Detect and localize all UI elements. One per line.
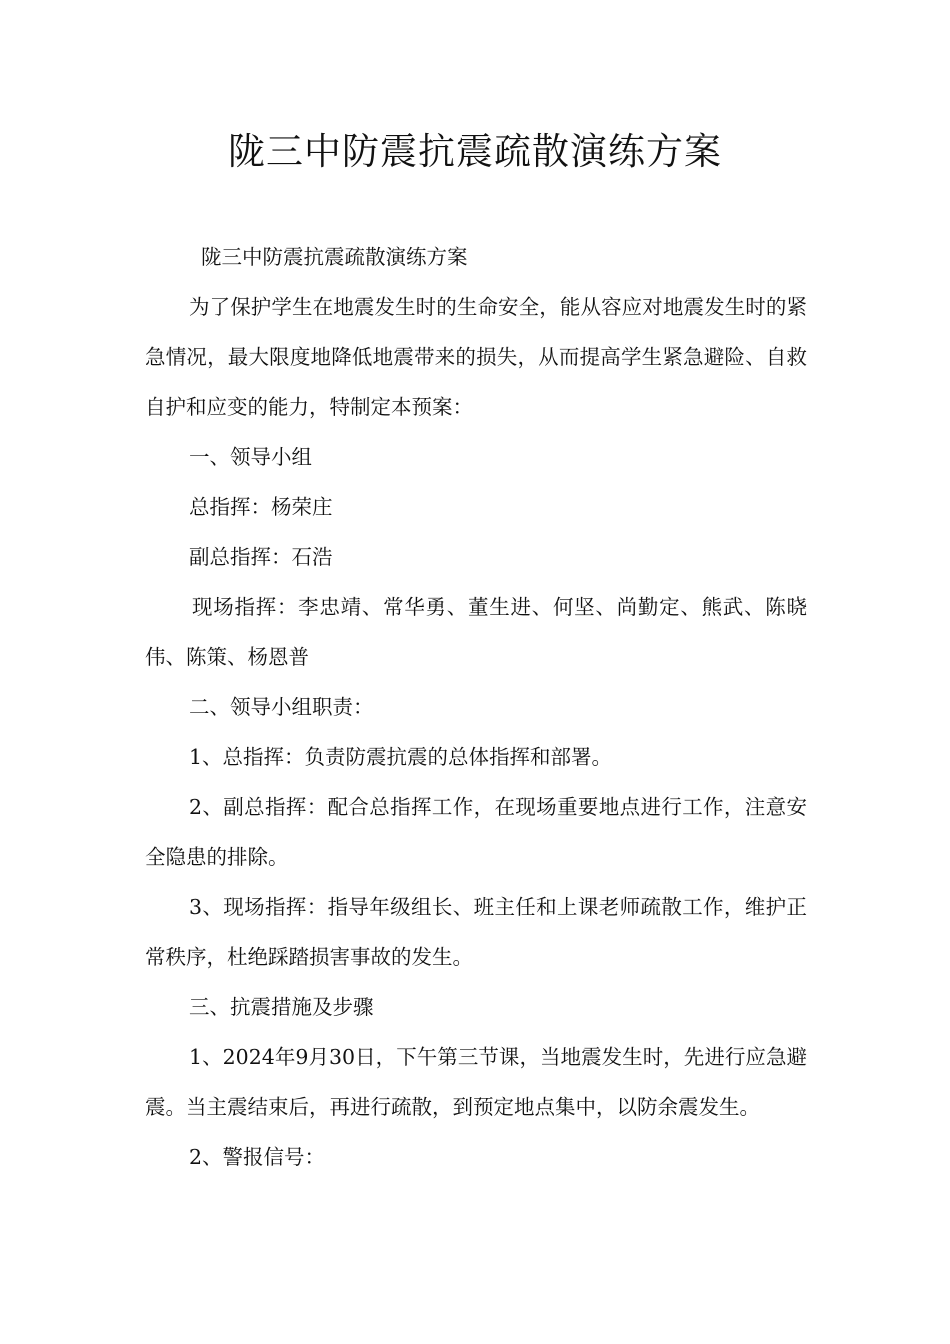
intro-paragraph: 为了保护学生在地震发生时的生命安全，能从容应对地震发生时的紧急情况，最大限度地降低地震带来的损失，从而提高学生紧急避险、自救自护和应变的能力，特制定本预案： (145, 295, 807, 419)
measure-item-1: 1、2024年9月30日，下午第三节课，当地震发生时，先进行应急避震。当主震结束后，再进行疏散，到预定地点集中，以防余震发生。 (145, 1045, 807, 1119)
duty-item-3: 3、现场指挥：指导年级组长、班主任和上课老师疏散工作，维护正常秩序，杜绝踩踏损害事故的发生。 (145, 895, 807, 969)
section-heading-duties: 二、领导小组职责： (189, 695, 374, 719)
deputy-commander-line: 副总指挥：石浩 (189, 545, 333, 569)
duty-item-1: 1、总指挥：负责防震抗震的总体指挥和部署。 (189, 745, 613, 769)
chief-commander-line: 总指挥：杨荣庄 (189, 495, 333, 519)
section-heading-leadership: 一、领导小组 (189, 445, 312, 469)
document-body (145, 232, 807, 1182)
duty-item-2: 2、副总指挥：配合总指挥工作，在现场重要地点进行工作，注意安全隐患的排除。 (145, 795, 807, 869)
subtitle-paragraph: 陇三中防震抗震疏散演练方案 (201, 245, 468, 269)
document-title: 陇三中防震抗震疏散演练方案 (228, 130, 722, 173)
measure-item-2: 2、警报信号： (189, 1145, 326, 1169)
field-commanders-paragraph: 现场指挥：李忠靖、常华勇、董生进、何坚、尚勤定、熊武、陈晓伟、陈策、杨恩普 (145, 595, 807, 669)
section-heading-measures: 三、抗震措施及步骤 (189, 995, 374, 1019)
